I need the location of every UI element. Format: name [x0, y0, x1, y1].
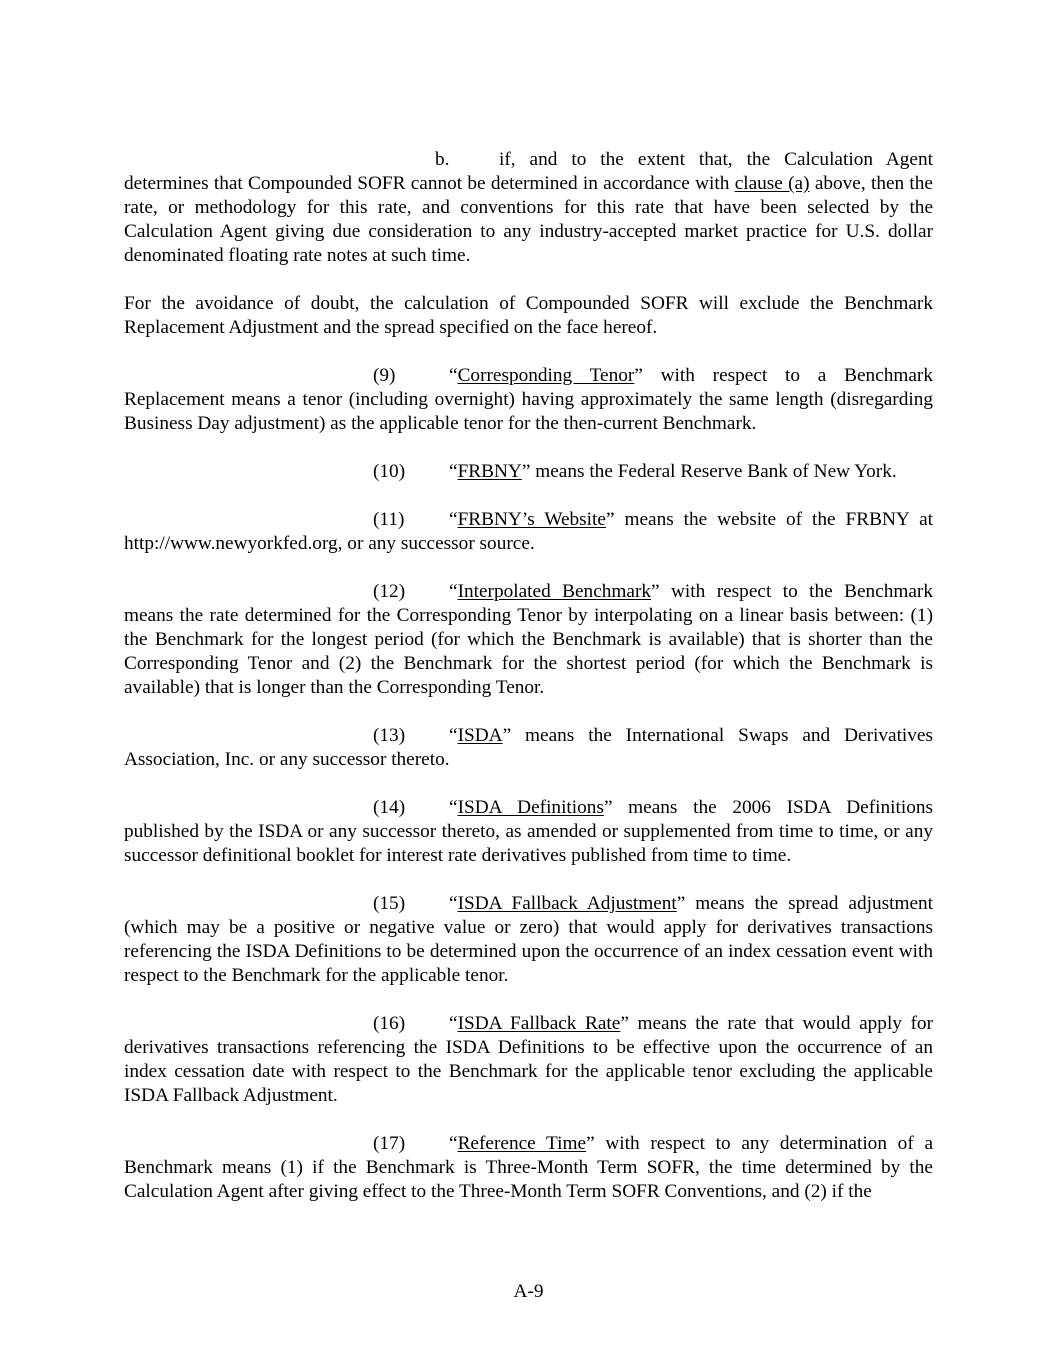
clause-b-text-1: if, and to the extent that, the Calculation Agent determines that Compounded SOFR cannot be determined in accordance with	[124, 149, 933, 194]
open-quote: “	[449, 725, 458, 746]
definition-11	[124, 508, 933, 556]
defined-term: Interpolated Benchmark	[457, 581, 652, 602]
avoidance-paragraph: For the avoidance of doubt, the calculation of Compounded SOFR will exclude the Benchmark Replacement Adjustment and the spread specified on the face hereof.	[124, 293, 933, 338]
open-quote: “	[449, 581, 458, 602]
definition-text: ” means the International Swaps and Derivatives Association, Inc. or any successor thereto.	[124, 725, 933, 770]
page-number: A-9	[513, 1281, 544, 1302]
definition-17	[124, 1132, 933, 1204]
definition-15	[124, 892, 933, 988]
definition-text: ” means the spread adjustment (which may be a positive or negative value or zero) that would apply for derivatives transactions referencing the ISDA Definitions to be determined upon the occurrence of an index cessation event with respect to the Benchmark for the applicable tenor.	[124, 893, 933, 986]
definition-number: (15)	[373, 893, 406, 914]
clause-b-label: b.	[435, 149, 450, 170]
definition-number: (17)	[373, 1133, 406, 1154]
defined-term: ISDA	[457, 725, 503, 746]
clause-a-reference: clause (a)	[734, 173, 810, 194]
defined-term: ISDA Fallback Rate	[457, 1013, 621, 1034]
definition-12	[124, 580, 933, 700]
definition-number: (16)	[373, 1013, 406, 1034]
defined-term: FRBNY	[457, 461, 522, 482]
definition-10	[124, 460, 933, 484]
document-page	[124, 148, 933, 1204]
open-quote: “	[449, 1133, 458, 1154]
definition-9	[124, 364, 933, 436]
definition-16	[124, 1012, 933, 1108]
definition-13	[124, 724, 933, 772]
defined-term: FRBNY’s Website	[457, 509, 606, 530]
definition-text: ” means the 2006 ISDA Definitions published by the ISDA or any successor thereto, as amended or supplemented from time to time, or any successor definitional booklet for interest rate derivatives published from time to time.	[124, 797, 933, 866]
definition-text: ” means the website of the FRBNY at http://www.newyorkfed.org, or any successor source.	[124, 509, 933, 554]
open-quote: “	[449, 509, 458, 530]
definition-14	[124, 796, 933, 868]
defined-term: Corresponding Tenor	[457, 365, 635, 386]
definition-number: (11)	[373, 509, 405, 530]
definition-number: (10)	[373, 461, 406, 482]
clause-b	[124, 148, 933, 268]
definition-text: ” means the Federal Reserve Bank of New York.	[521, 461, 897, 482]
open-quote: “	[449, 365, 458, 386]
defined-term: ISDA Definitions	[457, 797, 604, 818]
definition-text: ” with respect to a Benchmark Replacement means a tenor (including overnight) having approximately the same length (disregarding Business Day adjustment) as the applicable tenor for the then-current Benchmark.	[124, 365, 933, 434]
definition-text: ” with respect to any determination of a Benchmark means (1) if the Benchmark is Three-Month Term SOFR, the time determined by the Calculation Agent after giving effect to the Three-Month Term SOFR Conventions, and (2) if the	[124, 1133, 933, 1202]
defined-term: Reference Time	[457, 1133, 587, 1154]
definition-number: (9)	[373, 365, 396, 386]
definition-number: (13)	[373, 725, 406, 746]
definition-text: ” with respect to the Benchmark means the rate determined for the Corresponding Tenor by interpolating on a linear basis between: (1) the Benchmark for the longest period (for which the Benchmark is available) that is shorter than the Corresponding Tenor and (2) the Benchmark for the shortest period (for which the Benchmark is available) that is longer than the Corresponding Tenor.	[124, 581, 933, 698]
clause-b-text-2: above, then the rate, or methodology for this rate, and conventions for this rate that have been selected by the Calculation Agent giving due consideration to any industry-accepted market practice for U.S. dollar denominated floating rate notes at such time.	[124, 173, 933, 266]
defined-term: ISDA Fallback Adjustment	[457, 893, 677, 914]
open-quote: “	[449, 893, 458, 914]
open-quote: “	[449, 461, 458, 482]
open-quote: “	[449, 797, 458, 818]
definition-number: (14)	[373, 797, 406, 818]
definition-number: (12)	[373, 581, 406, 602]
definition-text: ” means the rate that would apply for derivatives transactions referencing the ISDA Definitions to be effective upon the occurrence of an index cessation date with respect to the Benchmark for the applicable tenor excluding the applicable ISDA Fallback Adjustment.	[124, 1013, 933, 1106]
open-quote: “	[449, 1013, 458, 1034]
